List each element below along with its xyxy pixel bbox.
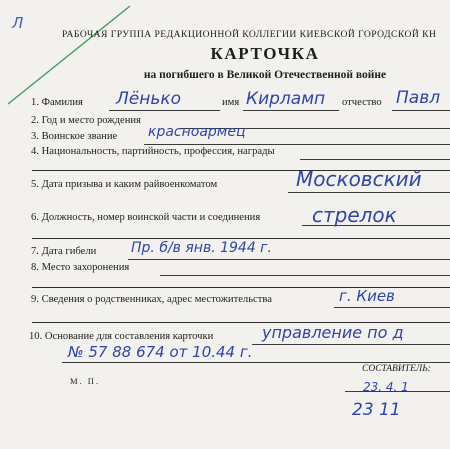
field-4-line: [300, 159, 450, 160]
field-10-line: [252, 344, 450, 345]
relatives-value: г. Киев: [339, 287, 395, 305]
field-10-label: 10. Основание для составления карточки: [29, 331, 214, 342]
position-value: стрелок: [312, 203, 397, 227]
field-3-label: 3. Воинское звание: [31, 131, 118, 142]
patronymic-value: Павл: [396, 88, 441, 108]
section-divider-2: [32, 238, 450, 239]
death-date-value: Пр. б/в янв. 1944 г.: [131, 240, 272, 256]
basis-value: управление по д: [262, 323, 404, 342]
field-2-label: 2. Год и место рождения: [31, 115, 141, 126]
compiler-date-1: 23. 4. 1: [363, 380, 409, 394]
card-title: КАРТОЧКА: [210, 44, 320, 63]
field-9-label: 9. Сведения о родственниках, адрес местожительства: [31, 294, 272, 305]
field-3-line: [144, 144, 450, 145]
field-8-line: [160, 275, 450, 276]
field-1-label: 1. Фамилия: [31, 97, 83, 108]
stamp-place-label: М. П.: [70, 376, 101, 386]
surname-value: Лёнько: [116, 89, 182, 109]
name-line: [243, 110, 339, 111]
conscription-value: Московский: [296, 167, 422, 191]
field-5-label: 5. Дата призыва и каким райвоенкоматом: [31, 179, 218, 190]
organization-header: РАБОЧАЯ ГРУППА РЕДАКЦИОННОЙ КОЛЛЕГИИ КИЕВСКОЙ ГОРОДСКОЙ КН: [62, 29, 437, 40]
name-label: имя: [222, 97, 240, 108]
field-4-label: 4. Национальность, партийность, профессия, награды: [31, 146, 275, 157]
name-value: Кирламп: [246, 89, 326, 109]
field-5-line: [288, 192, 450, 193]
field-7-line: [128, 259, 450, 260]
card-subtitle: на погибшего в Великой Отечественной войне: [143, 69, 387, 81]
field-6-label: 6. Должность, номер воинской части и соединения: [31, 212, 261, 223]
field-8-label: 8. Место захоронения: [31, 262, 130, 273]
field-7-label: 7. Дата гибели: [31, 246, 97, 257]
field-10-line-2: [62, 362, 450, 363]
compiler-date-2: 23 11: [352, 400, 401, 420]
rank-value: красноармец: [148, 124, 246, 140]
corner-mark: Л: [12, 14, 24, 32]
basis-value-line-2: № 57 88 674 от 10.44 г.: [68, 343, 253, 361]
patronymic-line: [392, 110, 450, 111]
patronymic-label: отчество: [342, 97, 382, 108]
field-9-line: [334, 307, 450, 308]
field-1-line: [109, 110, 220, 111]
compiler-label: СОСТАВИТЕЛЬ:: [362, 364, 431, 374]
